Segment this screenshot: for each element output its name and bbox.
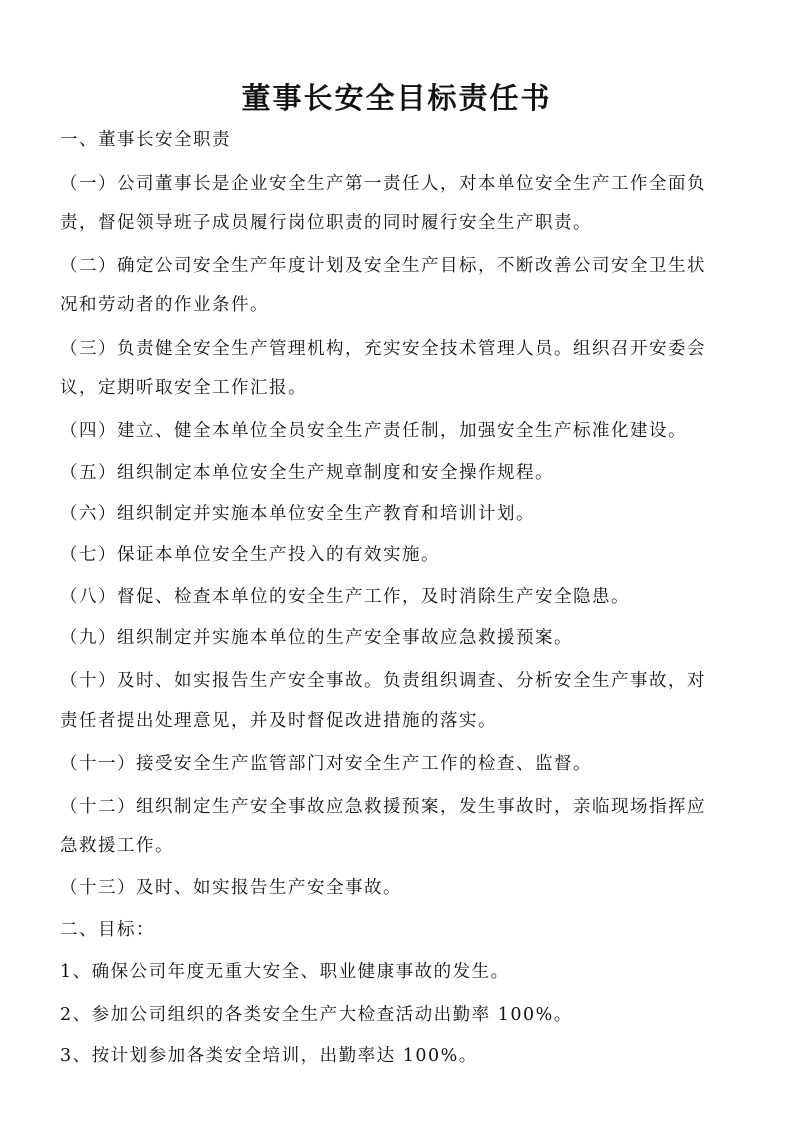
section-heading-goals: 二、目标： [60,920,155,940]
paragraph-line: 责，督促领导班子成员履行岗位职责的同时履行安全生产职责。 [60,213,592,233]
paragraph-line: 责任者提出处理意见，并及时督促改进措施的落实。 [60,711,497,731]
paragraph-line: （十三）及时、如实报告生产安全事故。 [60,878,402,898]
paragraph-line: （一）公司董事长是企业安全生产第一责任人，对本单位安全生产工作全面负 [60,174,706,194]
goal-item: 3、按计划参加各类安全培训，出勤率达 100%。 [60,1046,478,1066]
document-title: 董事长安全目标责任书 [241,81,552,115]
paragraph-line: （七）保证本单位安全生产投入的有效实施。 [60,545,440,565]
paragraph-line: （八）督促、检查本单位的安全生产工作，及时消除生产安全隐患。 [60,587,630,607]
paragraph-line: （二）确定公司安全生产年度计划及安全生产目标，不断改善公司安全卫生状 [60,256,706,276]
paragraph-line: （三）负责健全安全生产管理机构，充实安全技术管理人员。组织召开安委会 [60,339,706,359]
paragraph-line: （五）组织制定本单位安全生产规章制度和安全操作规程。 [60,463,554,483]
goal-item: 2、参加公司组织的各类安全生产大检查活动出勤率 100%。 [60,1005,573,1025]
paragraph-line: （十一）接受安全生产监管部门对安全生产工作的检查、监督。 [60,754,592,774]
paragraph-line: （四）建立、健全本单位全员安全生产责任制，加强安全生产标准化建设。 [60,421,687,441]
paragraph-line: 况和劳动者的作业条件。 [60,295,269,315]
paragraph-line: （六）组织制定并实施本单位安全生产教育和培训计划。 [60,504,535,524]
paragraph-line: （十二）组织制定生产安全事故应急救援预案，发生事故时，亲临现场指挥应 [60,797,706,817]
goal-item: 1、确保公司年度无重大安全、职业健康事故的发生。 [60,962,510,982]
section-heading-duties: 一、董事长安全职责 [60,130,231,150]
paragraph-line: 议，定期听取安全工作汇报。 [60,378,307,398]
paragraph-line: 急救援工作。 [60,836,174,856]
paragraph-line: （十）及时、如实报告生产安全事故。负责组织调查、分析安全生产事故，对 [60,671,706,691]
paragraph-line: （九）组织制定并实施本单位的生产安全事故应急救援预案。 [60,628,573,648]
